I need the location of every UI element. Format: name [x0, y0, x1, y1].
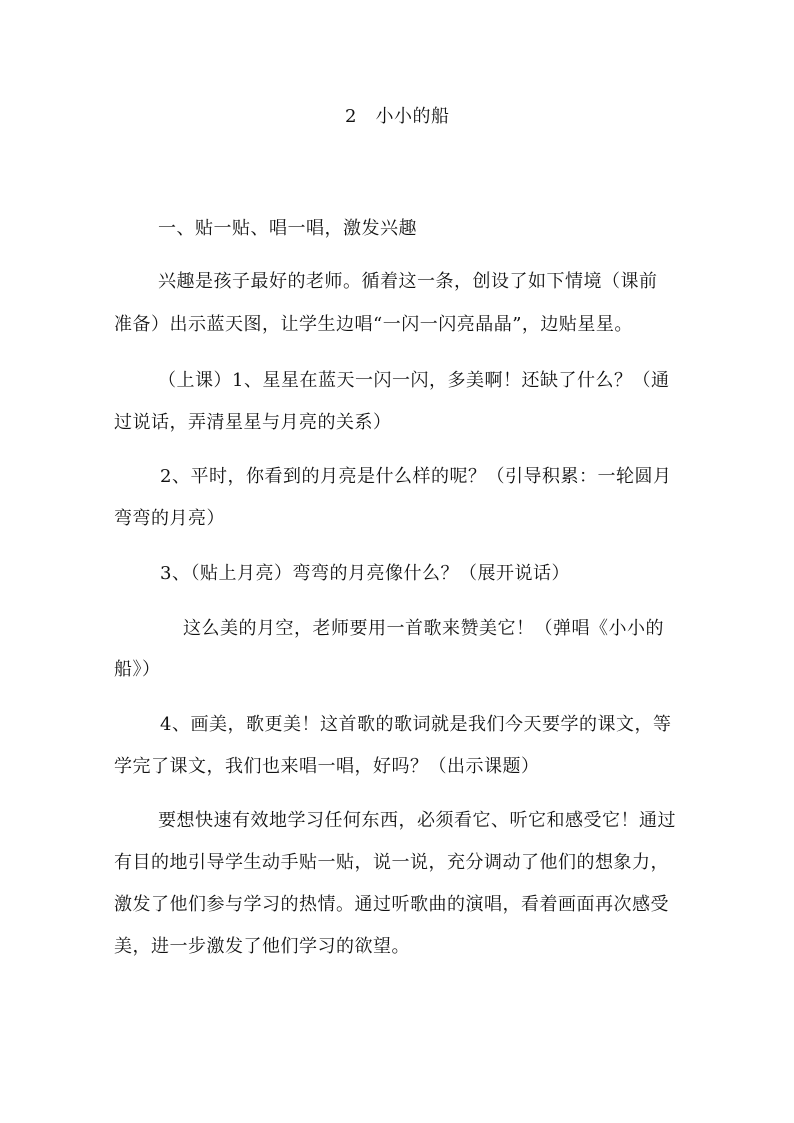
paragraph-7-line-2: 有目的地引导学生动手贴一贴，说一说，充分调动了他们的想象力，	[114, 852, 669, 873]
paragraph-1-line-2: 准备）出示蓝天图，让学生边唱“一闪一闪亮晶晶”，边贴星星。	[114, 314, 633, 335]
paragraph-2-line-1: （上课）1、星星在蓝天一闪一闪，多美啊！还缺了什么？（通	[158, 370, 670, 391]
section-heading: 一、贴一贴、唱一唱，激发兴趣	[158, 218, 417, 239]
paragraph-5-line-1: 这么美的月空，老师要用一首歌来赞美它！（弹唱《小小的	[183, 618, 664, 639]
page-title: 2 小小的船	[345, 106, 450, 127]
paragraph-7-line-4: 美，进一步激发了他们学习的欲望。	[114, 936, 410, 957]
paragraph-6-line-2: 学完了课文，我们也来唱一唱，好吗？（出示课题）	[114, 756, 540, 777]
paragraph-7-line-3: 激发了他们参与学习的热情。通过听歌曲的演唱，看着画面再次感受	[114, 894, 669, 915]
paragraph-6-line-1: 4、画美，歌更美！这首歌的歌词就是我们今天要学的课文，等	[160, 714, 672, 735]
paragraph-1-line-1: 兴趣是孩子最好的老师。循着这一条，创设了如下情境（课前	[158, 271, 658, 292]
paragraph-4-line-1: 3、（贴上月亮）弯弯的月亮像什么？（展开说话）	[160, 563, 570, 584]
paragraph-3-line-1: 2、平时，你看到的月亮是什么样的呢？（引导积累：一轮圆月	[160, 466, 672, 487]
paragraph-2-line-2: 过说话，弄清星星与月亮的关系）	[114, 412, 392, 433]
paragraph-3-line-2: 弯弯的月亮）	[114, 508, 225, 529]
paragraph-5-line-2: 船》）	[114, 659, 161, 680]
paragraph-7-line-1: 要想快速有效地学习任何东西，必须看它、听它和感受它！通过	[158, 810, 676, 831]
